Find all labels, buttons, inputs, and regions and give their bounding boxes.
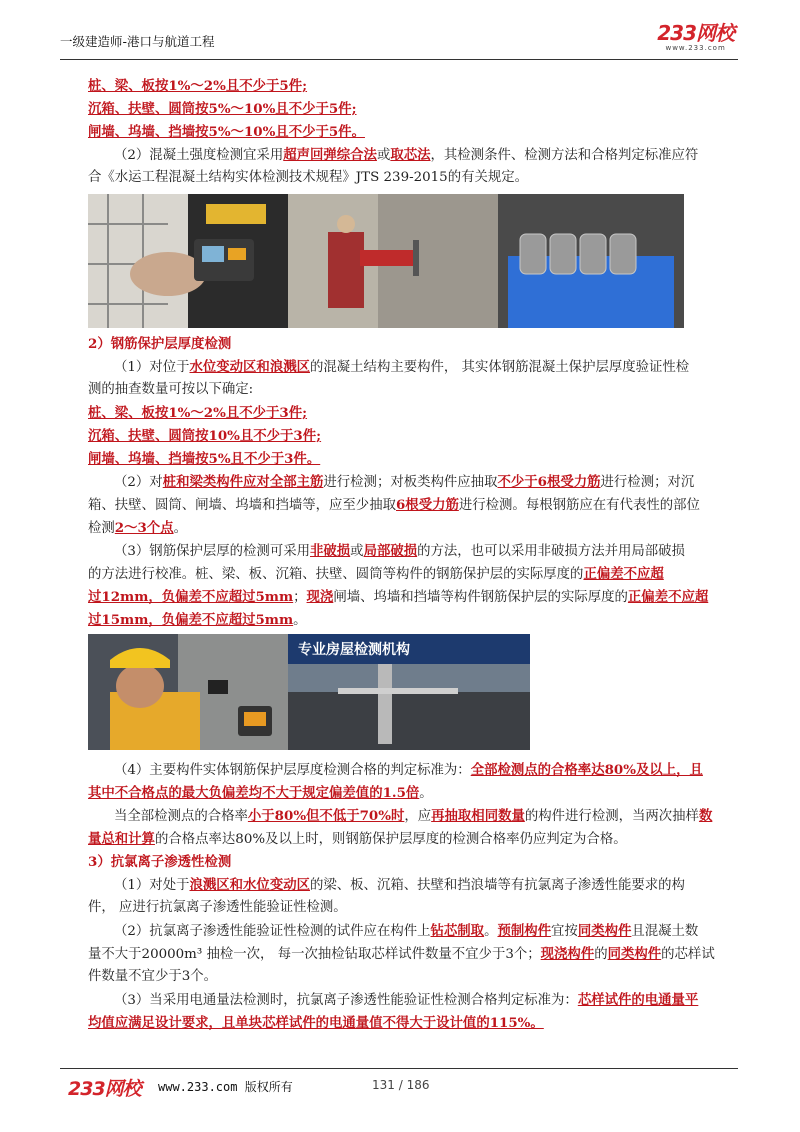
sampling-line-1: 桩、梁、板按1%～2%且不少于5件; <box>88 78 308 94</box>
paragraph-cover-criteria: （4）主要构件实体钢筋保护层厚度检测合格的判定标准为：全部检测点的合格率达80%及以上，且 <box>114 762 703 778</box>
paragraph-cover-method: （3）钢筋保护层厚的检测可采用非破损或局部破损的方法，也可以采用非破损方法并用局部破损 <box>114 543 685 559</box>
cover-sampling-line-2: 沉箱、扶壁、圆筒按10%且不少于3件; <box>88 428 322 444</box>
footer-divider <box>60 1068 738 1069</box>
paragraph-rebar-count-cont: 箱、扶壁、圆筒、闸墙、坞墙和挡墙等，应至少抽取6根受力筋进行检测。每根钢筋应在有代表性的部位 <box>88 497 700 513</box>
paragraph-chloride-sampling-cont: 量不大于20000m³ 抽检一次， 每一次抽检钻取芯样试件数量不宜少于3个；现浇构件的同类构件的芯样试 <box>88 946 715 962</box>
photo-strength-testing <box>88 194 684 328</box>
section-heading-cover-thickness: 2）钢筋保护层厚度检测 <box>88 336 232 352</box>
paragraph-rebar-count-end: 检测2～3个点。 <box>88 520 187 536</box>
paragraph-cover-method-cont: 的方法进行校准。桩、梁、板、沉箱、扶壁、圆筒等构件的钢筋保护层的实际厚度的正偏差不应超 <box>88 566 664 582</box>
header-title: 一级建造师-港口与航道工程 <box>60 34 215 49</box>
brand-logo-text: 233网校 <box>657 21 734 45</box>
page-footer <box>60 1074 738 1098</box>
brand-logo <box>657 22 734 52</box>
paragraph-cover-method-end: 过15mm，负偏差不应超过5mm。 <box>88 612 307 628</box>
photo-cover-testing <box>88 634 530 750</box>
paragraph-chloride-sampling-end: 件数量不宜少于3个。 <box>88 969 218 984</box>
page-header <box>60 18 738 60</box>
footer-logo: 233网校 <box>68 1078 141 1100</box>
photo-caption: 专业房屋检测机构 <box>298 642 410 658</box>
paragraph-rebar-count: （2）对桩和梁类构件应对全部主筋进行检测；对板类构件应抽取不少于6根受力筋进行检测；对沉 <box>114 474 695 490</box>
paragraph-chloride-scope: （1）对处于浪溅区和水位变动区的梁、板、沉箱、扶壁和挡浪墙等有抗氯离子渗透性能要求的构 <box>114 877 685 893</box>
paragraph-strength-test-cont: 合《水运工程混凝土结构实体检测技术规程》JTS 239-2015的有关规定。 <box>88 170 529 185</box>
paragraph-resampling: 当全部检测点的合格率小于80%但不低于70%时，应再抽取相同数量的构件进行检测，当两次抽样数 <box>114 808 713 824</box>
brand-logo-url: www.233.com <box>665 44 726 52</box>
sampling-line-3: 闸墙、坞墙、挡墙按5%～10%且不少于5件。 <box>88 124 365 140</box>
paragraph-cover-scope: （1）对位于水位变动区和浪溅区的混凝土结构主要构件， 其实体钢筋混凝土保护层厚度验证性检 <box>114 359 690 375</box>
footer-copyright: www.233.com 版权所有 <box>158 1080 293 1094</box>
paragraph-resampling-cont: 量总和计算的合格点率达80%及以上时，则钢筋保护层厚度的检测合格率仍应判定为合格。 <box>88 831 627 847</box>
sampling-line-2: 沉箱、扶壁、圆筒按5%～10%且不少于5件; <box>88 101 357 117</box>
cover-sampling-line-3: 闸墙、坞墙、挡墙按5%且不少于3件。 <box>88 451 321 467</box>
footer-site-link[interactable]: www.233.com <box>158 1080 238 1094</box>
paragraph-strength-test: （2）混凝土强度检测宜采用超声回弹综合法或取芯法，其检测条件、检测方法和合格判定标准应符 <box>114 147 699 163</box>
section-heading-chloride: 3）抗氯离子渗透性检测 <box>88 854 232 870</box>
paragraph-cover-criteria-cont: 其中不合格点的最大负偏差均不大于规定偏差值的1.5倍。 <box>88 785 433 801</box>
paragraph-chloride-sampling: （2）抗氯离子渗透性能验证性检测的试件应在构件上钻芯制取。预制构件宜按同类构件且混凝土数 <box>114 923 699 939</box>
paragraph-chloride-scope-cont: 件， 应进行抗氯离子渗透性能验证性检测。 <box>88 900 347 915</box>
paragraph-chloride-criteria-cont: 均值应满足设计要求，且单块芯样试件的电通量值不得大于设计值的115%。 <box>88 1015 544 1031</box>
paragraph-cover-method-cont2: 过12mm，负偏差不应超过5mm；现浇闸墙、坞墙和挡墙等构件钢筋保护层的实际厚度的正偏差不应超 <box>88 589 709 605</box>
paragraph-cover-scope-cont: 测的抽查数量可按以下确定: <box>88 382 254 397</box>
page-number: 131 / 186 <box>372 1078 430 1092</box>
cover-sampling-line-1: 桩、梁、板按1%～2%且不少于3件; <box>88 405 308 421</box>
paragraph-chloride-criteria: （3）当采用电通量法检测时，抗氯离子渗透性能验证性检测合格判定标准为：芯样试件的电通量平 <box>114 992 699 1008</box>
